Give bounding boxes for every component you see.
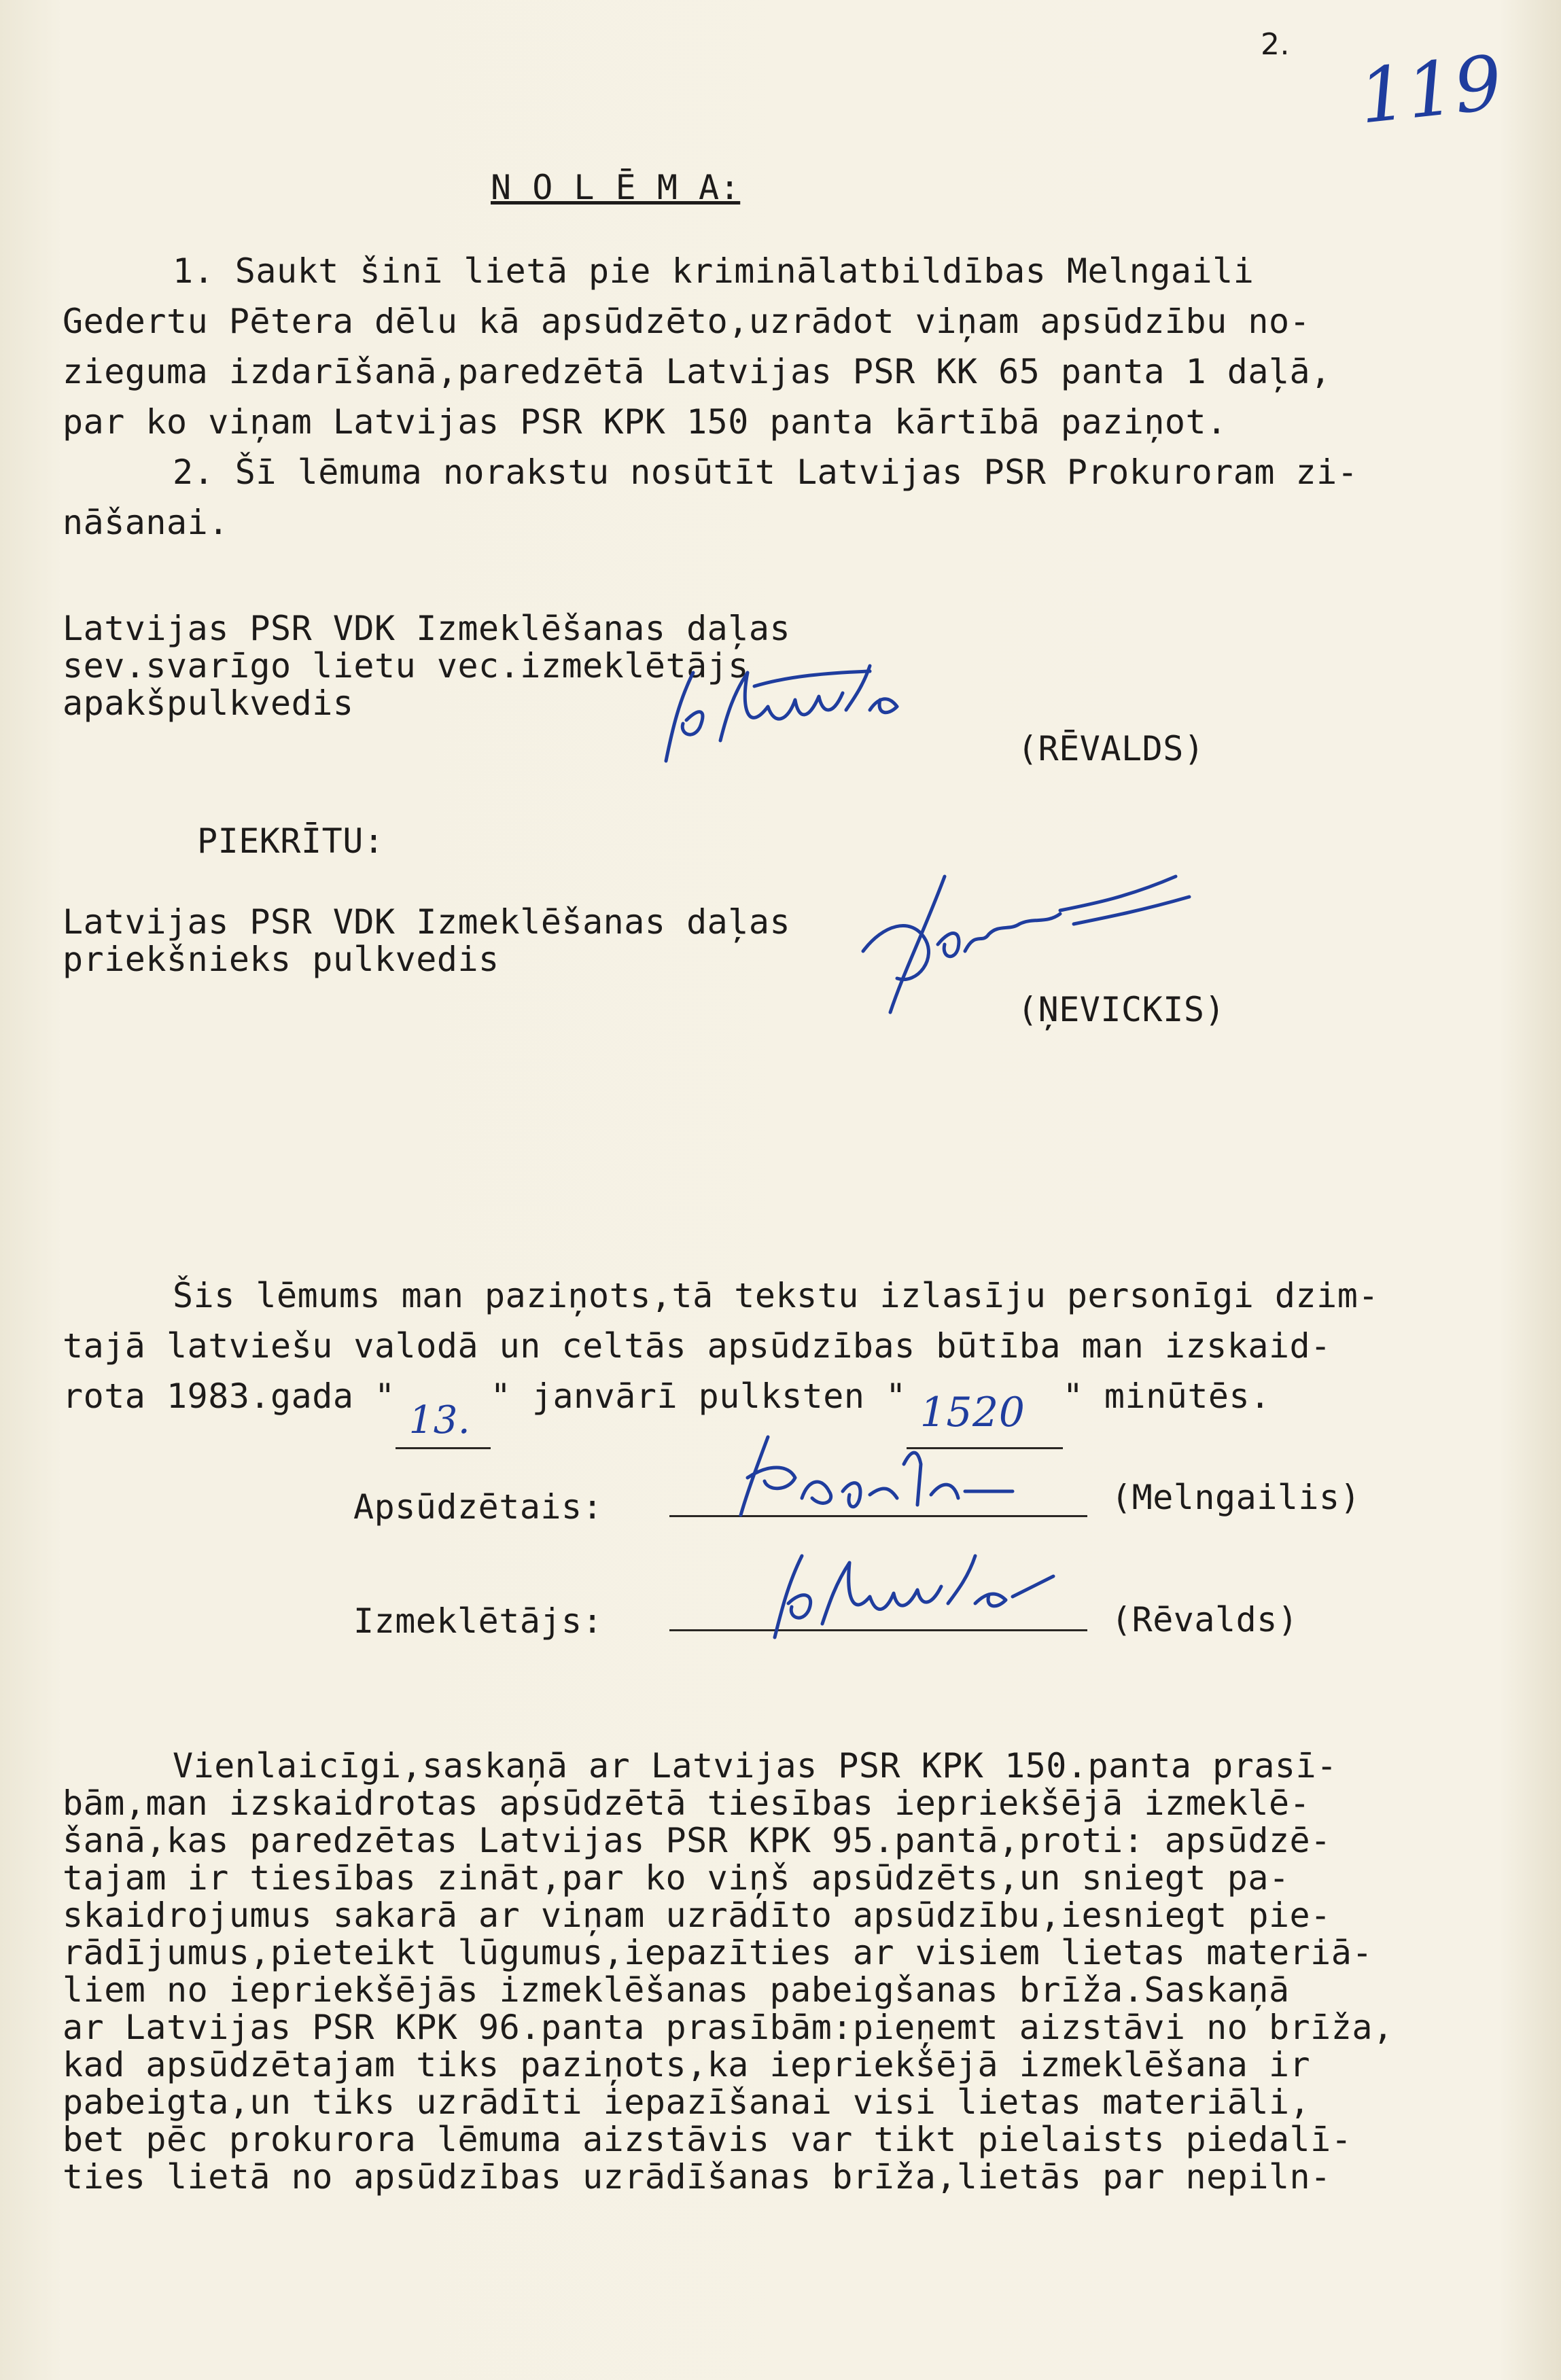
accused-signature [727, 1423, 1026, 1525]
rights-line: kad apsūdzētajam tiks paziņots,ka iepriekšējā izmeklēšana ir [63, 2045, 1311, 2084]
resolution-line: 1. Saukt šinī lietā pie kriminālatbildības Melngaili [173, 251, 1255, 291]
approver-name: (ŅEVICKIS) [1017, 990, 1226, 1029]
rights-line: bām,man izskaidrotas apsūdzētā tiesības iepriekšējā izmeklē- [63, 1783, 1311, 1823]
rights-line: bet pēc prokurora lēmuma aizstāvis var tikt pielaists piedalī- [63, 2120, 1352, 2159]
resolution-line: zieguma izdarīšanā,paredzētā Latvijas PSR KK 65 panta 1 daļā, [63, 352, 1331, 391]
accused-label: Apsūdzētais: [353, 1487, 603, 1527]
rights-line: Vienlaicīgi,saskaņā ar Latvijas PSR KPK 150.panta prasī- [173, 1746, 1337, 1786]
rights-line: skaidrojumus sakarā ar viņam uzrādīto apsūdzību,iesniegt pie- [63, 1896, 1331, 1935]
heading: N O L Ē M A: [491, 168, 741, 207]
investigator-label: Izmeklētājs: [353, 1601, 603, 1641]
notice-date-line [63, 1371, 1496, 1442]
day-value: 13. [408, 1398, 471, 1442]
rights-line: šanā,kas paredzētas Latvijas PSR KPK 95.pantā,proti: apsūdzē- [63, 1821, 1331, 1860]
investigator-signature-2 [761, 1542, 1074, 1644]
notice-line: Šis lēmums man paziņots,tā tekstu izlasīju personīgi dzim- [173, 1276, 1379, 1315]
time-value: 1520 [919, 1389, 1025, 1436]
rights-line: pabeigta,un tiks uzrādīti iepazīšanai visi lietas materiāli, [63, 2082, 1311, 2122]
rights-line: liem no iepriekšējās izmeklēšanas pabeigšanas brīža.Saskaņā [63, 1970, 1290, 2010]
resolution-line: Gedertu Pētera dēlu kā apsūdzēto,uzrādot viņam apsūdzību no- [63, 302, 1311, 341]
suffix-text: " minūtēs. [1062, 1377, 1271, 1416]
approver-title-line: Latvijas PSR VDK Izmeklēšanas daļas [63, 902, 791, 942]
date-prefix: rota 1983.gada " [63, 1377, 396, 1416]
resolution-line: 2. Šī lēmuma norakstu nosūtīt Latvijas PSR Prokuroram zi- [173, 452, 1358, 492]
resolution-line: nāšanai. [63, 503, 229, 542]
resolution-line: par ko viņam Latvijas PSR KPK 150 panta kārtībā paziņot. [63, 402, 1227, 442]
accused-name: (Melngailis) [1111, 1478, 1361, 1517]
investigator-title-line: Latvijas PSR VDK Izmeklēšanas daļas [63, 609, 791, 648]
notice-line: tajā latviešu valodā un celtās apsūdzības būtība man izskaid- [63, 1326, 1331, 1366]
investigator-name-2: (Rēvalds) [1111, 1600, 1299, 1639]
investigator-name: (RĒVALDS) [1017, 729, 1205, 768]
page-number: 2. [1261, 27, 1290, 62]
rights-line: ar Latvijas PSR KPK 96.panta prasībām:pieņemt aizstāvi no brīža, [63, 2008, 1394, 2047]
folio-number: 119 [1354, 39, 1507, 141]
investigator-title-line: apakšpulkvedis [63, 683, 354, 723]
approval-label: PIEKRĪTU: [197, 821, 385, 861]
rights-line: tajam ir tiesības zināt,par ko viņš apsūdzēts,un sniegt pa- [63, 1858, 1290, 1898]
resolution-text [63, 246, 1496, 548]
investigator-signature [652, 645, 911, 781]
approver-title-line: priekšnieks pulkvedis [63, 940, 499, 979]
rights-text [63, 1747, 1496, 2196]
notice-text [63, 1271, 1496, 1442]
rights-line: ties lietā no apsūdzības uzrādīšanas brīža,lietās par nepiln- [63, 2157, 1331, 2197]
investigator-title-line: sev.svarīgo lietu vec.izmeklētājs [63, 646, 749, 686]
approver-title [63, 904, 1496, 978]
month-text: " janvārī pulksten " [490, 1377, 907, 1416]
rights-line: rādījumus,pieteikt lūgumus,iepazīties ar visiem lietas materiā- [63, 1933, 1373, 1972]
